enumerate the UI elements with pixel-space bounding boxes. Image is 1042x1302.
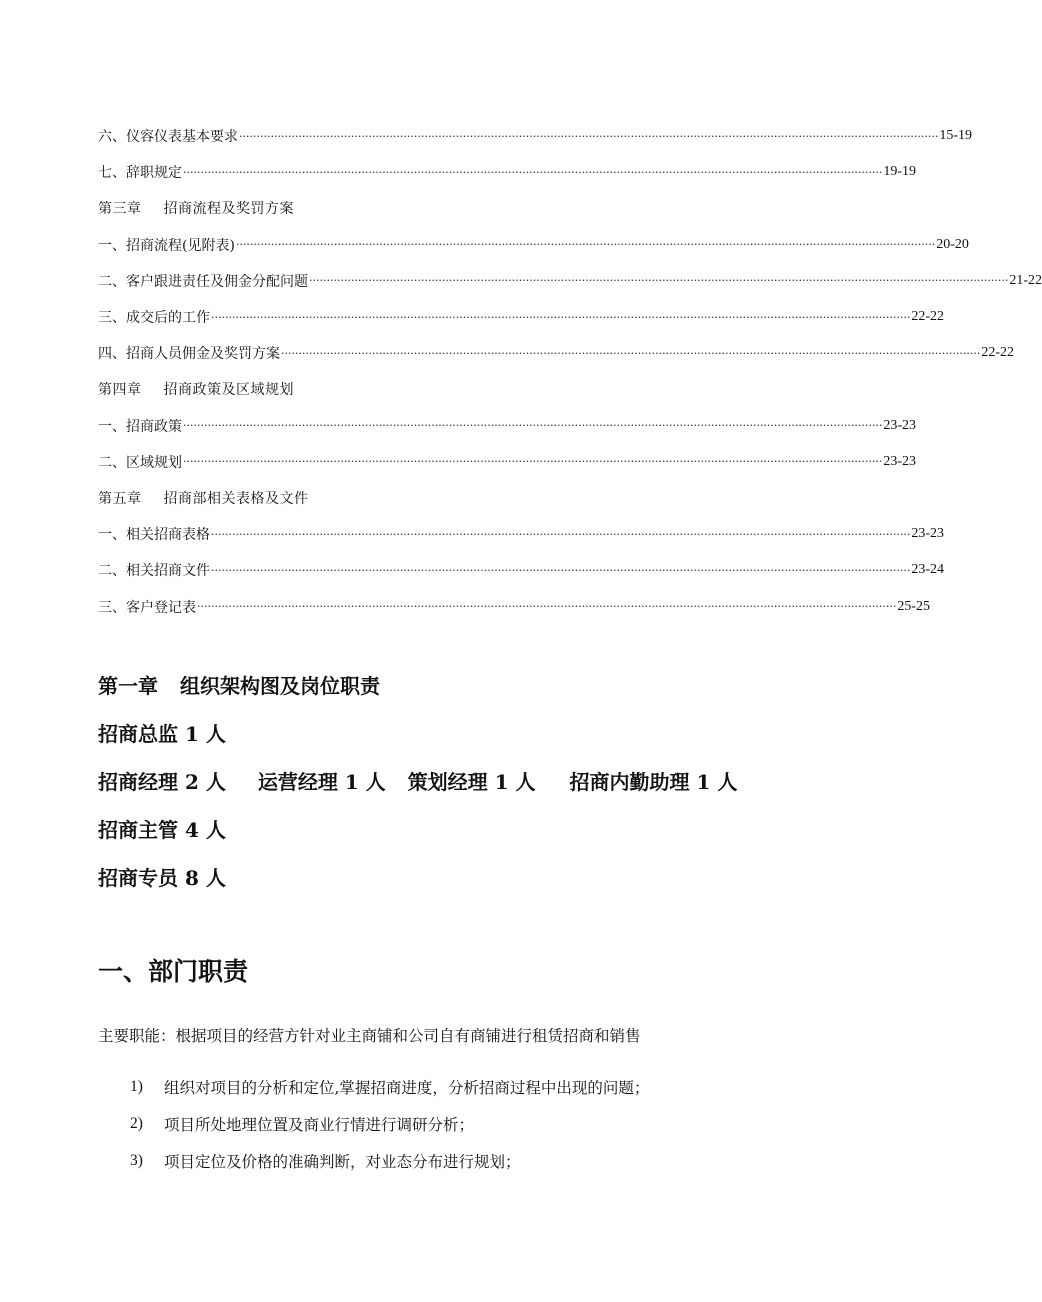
toc-entry[interactable] [98,444,916,480]
org-director: 招商总监 1 人 [98,721,226,746]
toc-entry-title: 二、客户跟进责任及佣金分配问题 [98,273,308,290]
list-item [130,1068,649,1105]
toc-entry-title: 三、成交后的工作 [98,310,210,327]
toc-leader-dots: ········································································································································································································ [211,527,911,541]
toc-leader-dots: ········································································································································································································ [183,419,883,433]
toc-chapter-title: 招商政策及区域规划 [163,382,294,399]
toc-chapter-heading[interactable] [98,371,820,407]
list-item [130,1142,649,1179]
toc-entry-pages: 19-19 [883,164,916,180]
toc-leader-dots: ········································································································································································································ [183,455,883,469]
toc-entry[interactable] [98,335,1014,371]
toc-entry-pages: 20-20 [936,236,969,252]
org-planning-manager: 策划经理 1 人 [407,769,536,794]
toc-entry-title: 一、招商流程(见附表) [98,237,235,254]
toc-leader-dots: ········································································································································································································ [211,563,911,577]
chapter-label: 第一章 [98,673,158,698]
toc-entry-pages: 23-23 [883,453,916,469]
toc-chapter-heading[interactable] [98,190,820,226]
toc-leader-dots: ········································································································································································································ [281,346,981,360]
org-ops-manager: 运营经理 1 人 [257,769,386,794]
toc-entry-title: 四、招商人员佣金及奖罚方案 [98,346,280,363]
toc-entry-title: 一、相关招商表格 [98,527,210,544]
list-item-number: 3) [130,1151,143,1169]
list-item-text: 项目所处地理位置及商业行情进行调研分析； [164,1115,475,1134]
toc-entry-title: 二、区域规划 [98,454,182,471]
toc-entry-pages: 23-23 [911,526,944,542]
toc-leader-dots: ········································································································································································································ [239,129,939,143]
toc-entry[interactable] [98,552,944,588]
toc-entry-pages: 22-22 [911,309,944,325]
toc-leader-dots: ········································································································································································································ [197,600,897,614]
toc-chapter-title: 招商部相关表格及文件 [163,490,309,507]
toc-entry[interactable] [98,408,916,444]
section-heading: 一、部门职责 [98,957,249,986]
main-duty-paragraph: 主要职能：根据项目的经营方针对业主商铺和公司自有商铺进行租赁招商和销售 [98,1027,641,1045]
list-item-text: 组织对项目的分析和定位,掌握招商进度，分析招商过程中出现的问题； [164,1078,650,1097]
toc-entry-pages: 15-19 [939,128,972,144]
toc-entry[interactable] [98,227,969,263]
toc-chapter-label: 第五章 [98,490,142,507]
toc-entry-pages: 21-22 [1009,272,1042,288]
toc-entry-title: 一、招商政策 [98,418,182,435]
table-of-contents [98,118,1042,625]
chapter-heading [98,660,737,708]
toc-leader-dots: ········································································································································································································ [183,165,883,179]
list-item-text: 项目定位及价格的准确判断，对业态分布进行规划； [164,1152,521,1171]
toc-leader-dots: ········································································································································································································ [211,310,911,324]
list-item-number: 2) [130,1114,143,1132]
toc-entry[interactable] [98,154,916,190]
org-supervisor: 招商主管 4 人 [98,817,226,842]
org-row-managers [98,756,737,804]
org-structure [98,660,737,900]
toc-chapter-heading[interactable] [98,480,820,516]
org-row-director [98,708,737,756]
toc-leader-dots: ········································································································································································································ [309,274,1009,288]
toc-entry-title: 七、辞职规定 [98,165,182,182]
toc-entry[interactable] [98,588,930,624]
toc-entry[interactable] [98,516,944,552]
org-row-specialist [98,852,737,900]
toc-chapter-label: 第三章 [98,201,142,218]
list-item [130,1105,649,1142]
list-item-number: 1) [130,1077,143,1095]
org-manager: 招商经理 2 人 [98,769,226,794]
toc-entry-title: 六、仪容仪表基本要求 [98,129,238,146]
toc-entry[interactable] [98,299,944,335]
toc-entry[interactable] [98,263,1042,299]
toc-chapter-label: 第四章 [98,382,142,399]
org-row-supervisor [98,804,737,852]
toc-entry[interactable] [98,118,972,154]
chapter-title: 组织架构图及岗位职责 [180,673,380,698]
org-assistant: 招商内勤助理 1 人 [569,769,738,794]
duty-list [130,1068,649,1179]
toc-entry-pages: 23-24 [911,562,944,578]
toc-entry-pages: 23-23 [883,417,916,433]
toc-entry-pages: 25-25 [897,598,930,614]
toc-entry-title: 二、相关招商文件 [98,563,210,580]
org-specialist: 招商专员 8 人 [98,865,226,890]
toc-entry-title: 三、客户登记表 [98,599,196,616]
toc-leader-dots: ········································································································································································································ [235,238,936,252]
toc-entry-pages: 22-22 [981,345,1014,361]
toc-chapter-title: 招商流程及奖罚方案 [163,201,294,218]
